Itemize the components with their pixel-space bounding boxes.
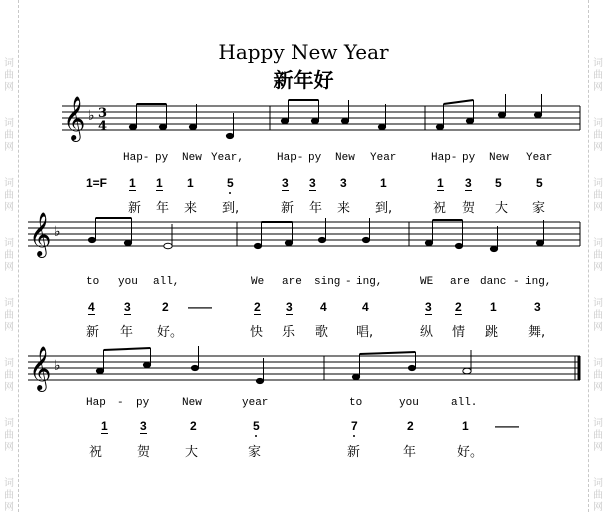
watermark-char: 网 xyxy=(4,82,14,93)
jianpu-note: 3 xyxy=(340,176,347,190)
lyric-word: New xyxy=(335,152,355,164)
treble-clef-icon: 𝄞 xyxy=(63,96,86,140)
treble-clef-icon: 𝄞 xyxy=(29,212,52,256)
lyric-word: Hap- xyxy=(431,152,458,164)
staff-line-3 xyxy=(28,356,580,380)
watermark-char: 曲 xyxy=(593,310,603,321)
watermark-char: 网 xyxy=(593,322,603,333)
lyric-char: 年 xyxy=(403,445,417,460)
lyric-word: Hap- xyxy=(123,152,150,164)
lyric-char: 来 xyxy=(337,201,351,216)
lyric-char: 纵 xyxy=(420,325,434,340)
lyric-char: 到, xyxy=(222,201,240,216)
watermark-char: 曲 xyxy=(593,250,603,261)
lyric-char: 新 xyxy=(347,445,361,460)
watermark-char: 词 xyxy=(4,358,14,369)
watermark-char: 词 xyxy=(593,418,603,429)
lyric-char: 家 xyxy=(532,201,546,216)
lyric-word: all. xyxy=(451,397,478,409)
time-signature-top: 3 xyxy=(98,106,108,121)
watermark-char: 网 xyxy=(4,502,14,513)
watermark-char: 网 xyxy=(4,262,14,273)
lyric-word: year xyxy=(242,397,269,409)
notes-staff-3 xyxy=(96,346,471,384)
jianpu-note: 2 xyxy=(162,300,169,314)
jianpu-note: 1 xyxy=(187,176,194,190)
jianpu-note: 1 xyxy=(101,419,108,433)
lyric-word: New xyxy=(489,152,509,164)
jianpu-note: 1 xyxy=(490,300,497,314)
jianpu-note: 3 xyxy=(465,176,472,190)
song-title-english: Happy New Year xyxy=(218,40,389,64)
watermark-char: 曲 xyxy=(593,490,603,501)
lyric-word: sing xyxy=(314,276,341,288)
watermark-char: 词 xyxy=(593,178,603,189)
lyric-word: ing, xyxy=(525,276,552,288)
watermark-char: 词 xyxy=(4,58,14,69)
jianpu-note: 3 xyxy=(425,300,432,314)
jianpu-note: 2 xyxy=(190,419,197,433)
watermark-char: 网 xyxy=(593,502,603,513)
lyric-char: 年 xyxy=(120,325,134,340)
jianpu-note: 3 xyxy=(124,300,131,314)
jianpu-note: 4 xyxy=(320,300,327,314)
watermark-char: 网 xyxy=(4,142,14,153)
watermark-char: 词 xyxy=(4,298,14,309)
lyric-char: 新 xyxy=(281,201,295,216)
watermark-char: 网 xyxy=(593,262,603,273)
lyric-word: you xyxy=(118,276,138,288)
watermark-char: 网 xyxy=(593,442,603,453)
flat-icon: ♭ xyxy=(88,108,95,124)
lyric-word: all, xyxy=(153,276,180,288)
watermark-char: 词 xyxy=(593,118,603,129)
notes-staff-1 xyxy=(129,94,541,139)
jianpu-note: 5 xyxy=(253,419,260,433)
lyric-char: 来 xyxy=(184,201,198,216)
jianpu-note: 1 xyxy=(156,176,163,190)
lyric-char: 好。 xyxy=(157,325,184,340)
lyric-word: to xyxy=(349,397,363,409)
watermark-char: 曲 xyxy=(593,70,603,81)
jianpu-note: 4 xyxy=(362,300,369,314)
lyric-word: New xyxy=(182,152,202,164)
watermark-char: 曲 xyxy=(593,130,603,141)
watermark-char: 曲 xyxy=(4,430,14,441)
lyric-char: 新 xyxy=(128,201,142,216)
jianpu-dash: —— xyxy=(188,300,212,314)
jianpu-note: 5 xyxy=(536,176,543,190)
lyric-char: 祝 xyxy=(433,201,447,216)
watermark-char: 网 xyxy=(593,202,603,213)
watermark-char: 词 xyxy=(593,298,603,309)
lyric-char: 好。 xyxy=(457,445,484,460)
jianpu-note: 1 xyxy=(129,176,136,190)
lyric-char: 情 xyxy=(452,325,466,340)
watermark-char: 曲 xyxy=(4,310,14,321)
lyric-word: you xyxy=(399,397,419,409)
lyric-word: danc xyxy=(480,276,507,288)
lyric-word: py xyxy=(155,152,169,164)
lyric-word: are xyxy=(450,276,470,288)
lyric-word: WE xyxy=(420,276,434,288)
jianpu-note: 3 xyxy=(282,176,289,190)
lyric-char: 家 xyxy=(248,445,262,460)
lyric-word: New xyxy=(182,397,202,409)
jianpu-note: 2 xyxy=(254,300,261,314)
watermark-char: 曲 xyxy=(4,190,14,201)
jianpu-note: 5 xyxy=(495,176,502,190)
song-title-chinese: 新年好 xyxy=(273,68,334,92)
lyric-char: 大 xyxy=(185,445,199,460)
jianpu-note: 3 xyxy=(309,176,316,190)
lyric-char: 贺 xyxy=(137,445,151,460)
watermark-char: 词 xyxy=(4,178,14,189)
lyric-word: - xyxy=(117,397,124,409)
watermark-char: 网 xyxy=(4,382,14,393)
lyric-char: 跳 xyxy=(485,325,499,340)
lyric-char: 贺 xyxy=(462,201,476,216)
lyric-char: 到, xyxy=(375,201,393,216)
watermark-char: 词 xyxy=(4,238,14,249)
lyric-char: 歌 xyxy=(315,325,329,340)
watermark-char: 曲 xyxy=(4,490,14,501)
flat-icon: ♭ xyxy=(54,224,61,240)
jianpu-note: 1 xyxy=(462,419,469,433)
lyric-char: 大 xyxy=(495,201,509,216)
watermark-char: 词 xyxy=(4,418,14,429)
watermark-char: 网 xyxy=(593,382,603,393)
jianpu-note: 1 xyxy=(380,176,387,190)
jianpu-note: 5 xyxy=(227,176,234,190)
watermark-char: 曲 xyxy=(4,130,14,141)
lyric-word: - xyxy=(345,276,352,288)
lyric-word: are xyxy=(282,276,302,288)
jianpu-note: 3 xyxy=(140,419,147,433)
lyric-word: ing, xyxy=(356,276,383,288)
notes-staff-2 xyxy=(88,218,543,252)
watermark-char: 曲 xyxy=(593,430,603,441)
jianpu-note: 3 xyxy=(286,300,293,314)
jianpu-note: 2 xyxy=(407,419,414,433)
lyric-word: py xyxy=(308,152,322,164)
lyric-word: to xyxy=(86,276,100,288)
lyric-char: 乐 xyxy=(282,325,296,340)
key-signature: 1=F xyxy=(86,176,108,190)
watermark-char: 词 xyxy=(4,478,14,489)
watermark-char: 网 xyxy=(4,202,14,213)
watermark-char: 词 xyxy=(4,118,14,129)
lyric-word: Year xyxy=(526,152,553,164)
watermark-char: 网 xyxy=(593,142,603,153)
lyric-word: Hap xyxy=(86,397,106,409)
watermark-char: 曲 xyxy=(593,370,603,381)
lyric-char: 新 xyxy=(86,325,100,340)
lyric-word: py xyxy=(136,397,150,409)
lyric-word: Year, xyxy=(211,152,245,164)
jianpu-dash: —— xyxy=(495,419,519,433)
jianpu-note: 4 xyxy=(88,300,95,314)
flat-icon: ♭ xyxy=(54,358,61,374)
lyric-char: 唱, xyxy=(356,325,374,340)
lyric-char: 祝 xyxy=(89,445,103,460)
watermark-char: 词 xyxy=(593,358,603,369)
lyric-word: We xyxy=(251,276,265,288)
jianpu-note: 1 xyxy=(437,176,444,190)
watermark-char: 词 xyxy=(593,478,603,489)
lyric-word: Year xyxy=(370,152,397,164)
watermark-char: 网 xyxy=(4,322,14,333)
watermark-char: 网 xyxy=(593,82,603,93)
watermark-char: 曲 xyxy=(4,70,14,81)
watermark-char: 曲 xyxy=(4,250,14,261)
lyric-word: - xyxy=(513,276,520,288)
lyric-char: 年 xyxy=(309,201,323,216)
lyric-char: 年 xyxy=(156,201,170,216)
lyric-char: 快 xyxy=(250,325,264,340)
jianpu-note: 7 xyxy=(351,419,358,433)
watermark-char: 词 xyxy=(593,58,603,69)
time-signature-bottom: 4 xyxy=(98,119,108,134)
watermark-char: 曲 xyxy=(4,370,14,381)
jianpu-note: 3 xyxy=(534,300,541,314)
treble-clef-icon: 𝄞 xyxy=(29,346,52,390)
watermark-char: 网 xyxy=(4,442,14,453)
lyric-word: py xyxy=(462,152,476,164)
watermark-char: 曲 xyxy=(593,190,603,201)
lyric-char: 舞, xyxy=(528,325,546,340)
lyric-word: Hap- xyxy=(277,152,304,164)
watermark-char: 词 xyxy=(593,238,603,249)
jianpu-note: 2 xyxy=(455,300,462,314)
